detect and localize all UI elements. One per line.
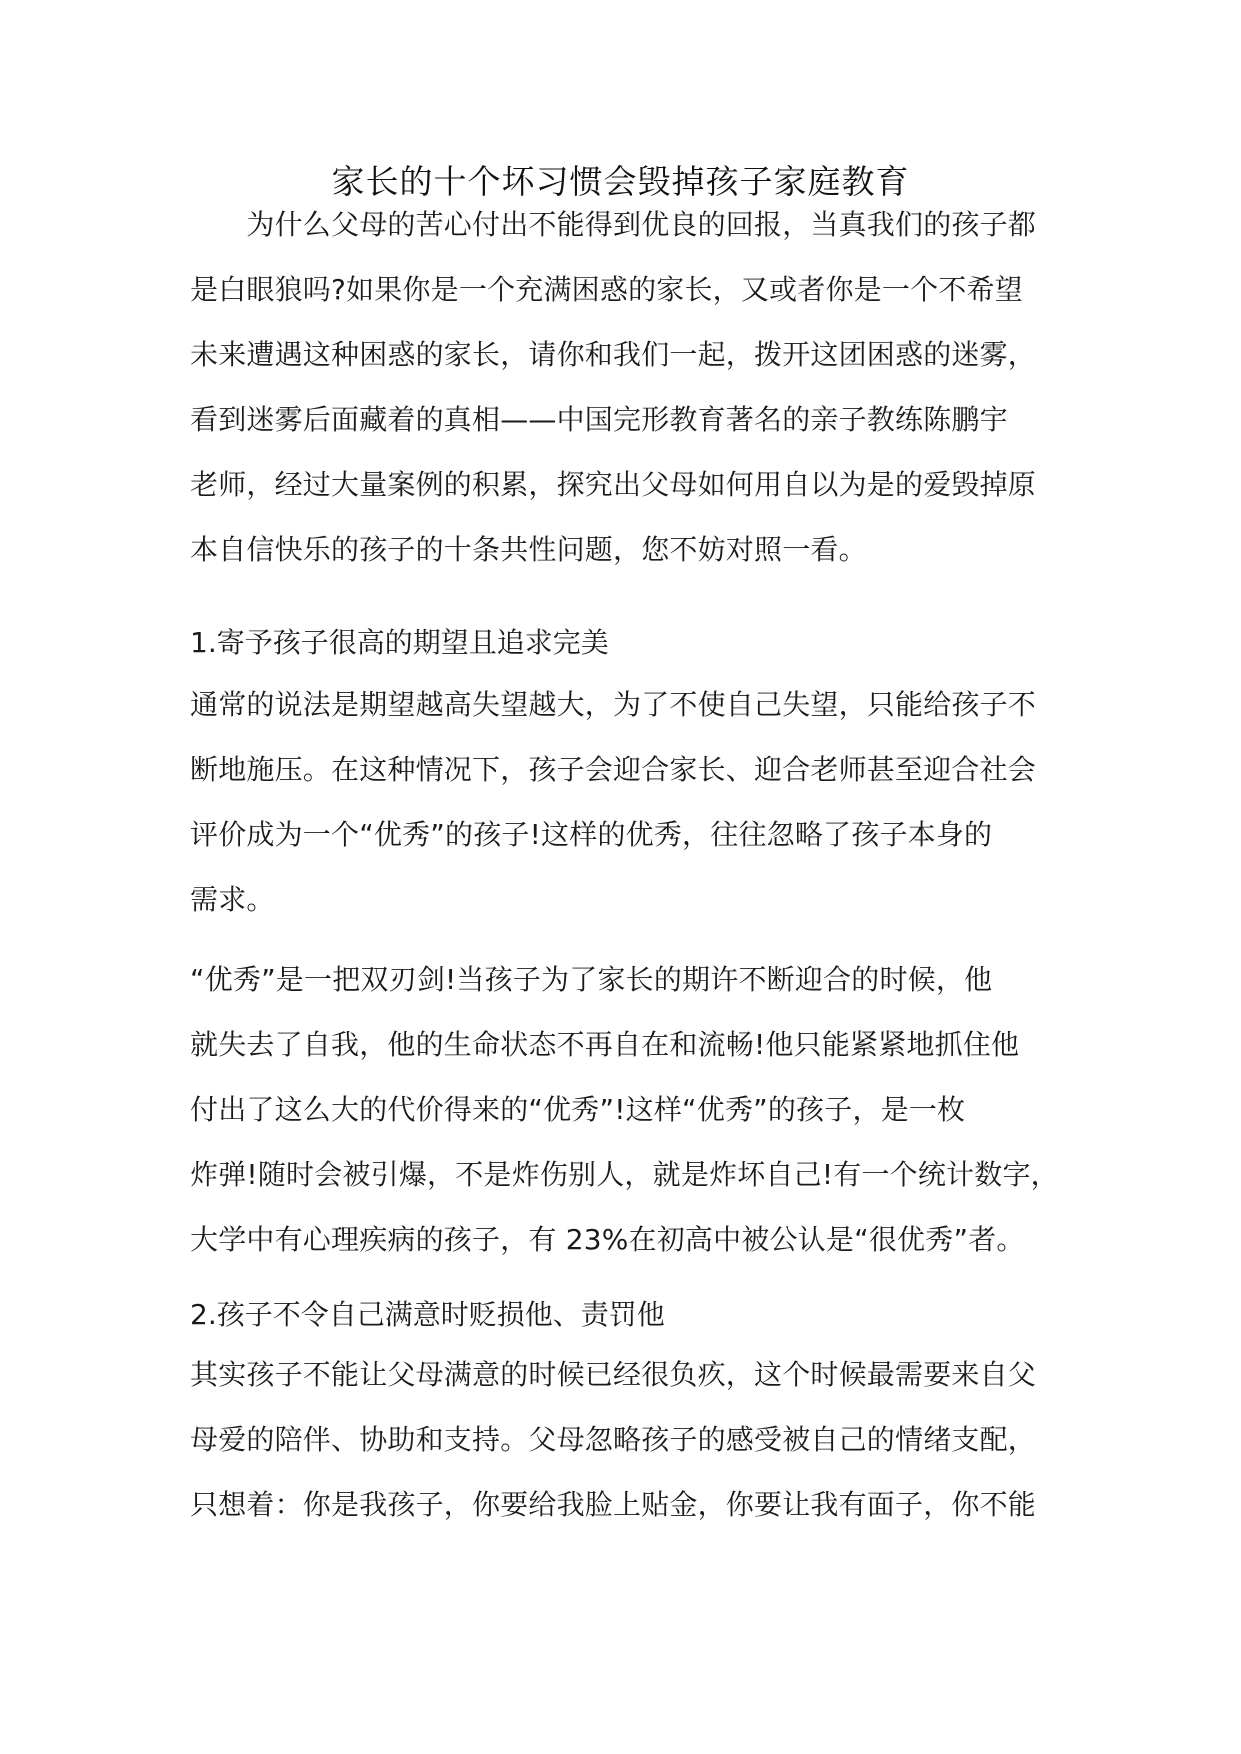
paragraph-line: “优秀”是一把双刃剑!当孩子为了家长的期许不断迎合的时候，他 xyxy=(190,963,993,996)
intro-paragraph xyxy=(190,192,1070,582)
paragraph-line: 为什么父母的苦心付出不能得到优良的回报，当真我们的孩子都 xyxy=(190,208,1037,241)
paragraph-line: 其实孩子不能让父母满意的时候已经很负疚，这个时候最需要来自父 xyxy=(190,1358,1037,1391)
section-2-heading: 2.孩子不令自己满意时贬损他、责罚他 xyxy=(190,1298,665,1331)
paragraph-line: 只想着：你是我孩子，你要给我脸上贴金，你要让我有面子，你不能 xyxy=(190,1488,1037,1521)
paragraph-line: 母爱的陪伴、协助和支持。父母忽略孩子的感受被自己的情绪支配， xyxy=(190,1423,1037,1456)
paragraph-line: 是白眼狼吗?如果你是一个充满困惑的家长，又或者你是一个不希望 xyxy=(190,273,1023,306)
document-title: 家长的十个坏习惯会毁掉孩子家庭教育 xyxy=(331,162,910,201)
section-1-paragraph-2 xyxy=(190,947,1070,1272)
section-2-paragraph-1 xyxy=(190,1342,1070,1537)
paragraph-line: 本自信快乐的孩子的十条共性问题，您不妨对照一看。 xyxy=(190,533,867,566)
paragraph-line: 大学中有心理疾病的孩子，有 23%在初高中被公认是“很优秀”者。 xyxy=(190,1223,1025,1256)
paragraph-line: 评价成为一个“优秀”的孩子!这样的优秀，往往忽略了孩子本身的 xyxy=(190,818,993,851)
paragraph-line: 炸弹!随时会被引爆，不是炸伤别人，就是炸坏自己!有一个统计数字， xyxy=(190,1158,1059,1191)
paragraph-line: 需求。 xyxy=(190,883,275,916)
paragraph-line: 付出了这么大的代价得来的“优秀”!这样“优秀”的孩子，是一枚 xyxy=(190,1093,966,1126)
paragraph-line: 未来遭遇这种困惑的家长，请你和我们一起，拨开这团困惑的迷雾， xyxy=(190,338,1037,371)
paragraph-line: 看到迷雾后面藏着的真相——中国完形教育著名的亲子教练陈鹏宇 xyxy=(190,403,1008,436)
section-1-heading: 1.寄予孩子很高的期望且追求完美 xyxy=(190,626,609,659)
paragraph-line: 通常的说法是期望越高失望越大，为了不使自己失望，只能给孩子不 xyxy=(190,688,1037,721)
paragraph-line: 断地施压。在这种情况下，孩子会迎合家长、迎合老师甚至迎合社会 xyxy=(190,753,1037,786)
paragraph-line: 老师，经过大量案例的积累，探究出父母如何用自以为是的爱毁掉原 xyxy=(190,468,1037,501)
section-1-paragraph-1 xyxy=(190,672,1070,932)
paragraph-line: 就失去了自我，他的生命状态不再自在和流畅!他只能紧紧地抓住他 xyxy=(190,1028,1020,1061)
